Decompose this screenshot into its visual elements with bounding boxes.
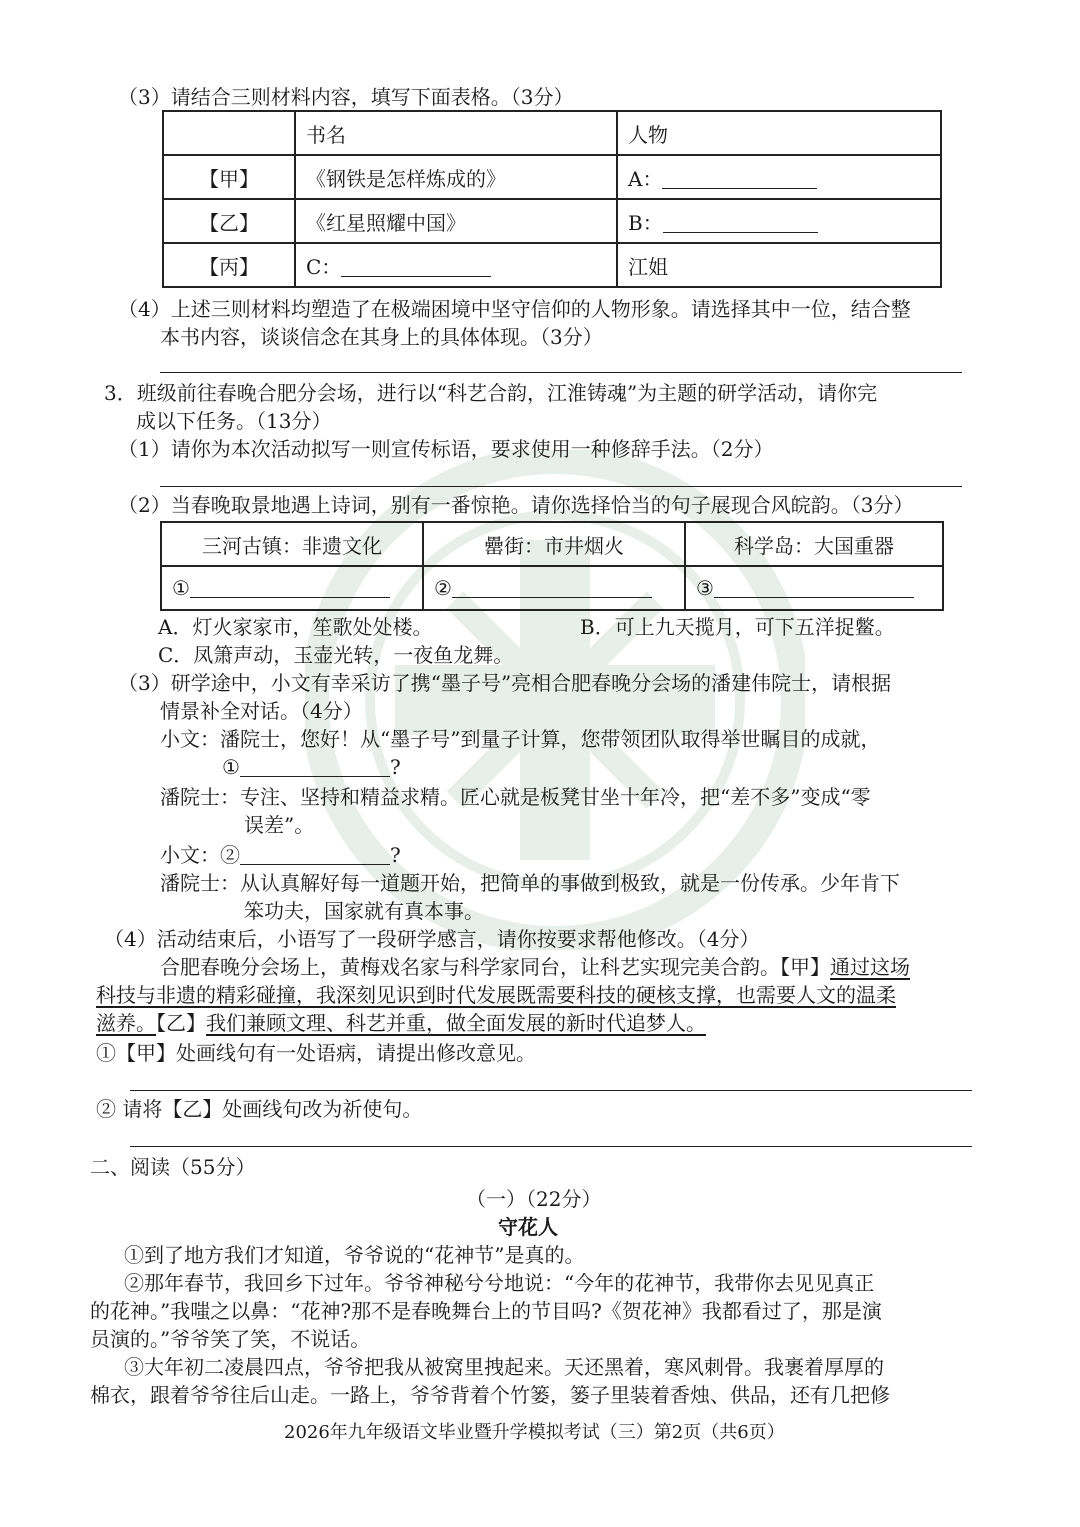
reading-part-title: （一）（22分） — [466, 1187, 602, 1211]
table-header-book: 书名 — [295, 111, 617, 155]
essay-p1: ①到了地方我们才知道，爷爷说的“花神节”是真的。 — [124, 1243, 585, 1267]
mark: ① — [172, 576, 190, 600]
passage-line1 — [160, 954, 910, 980]
answer-blank-c[interactable] — [341, 256, 491, 277]
dialog-pan-1: 潘院士：专注、坚持和精益求精。匠心就是板凳甘坐十年冷，把“差不多”变成“零 — [160, 785, 871, 809]
dialog-xiaowen-2-row — [160, 842, 401, 868]
row-label: 【甲】 — [163, 155, 295, 199]
q3-3-prompt: （3）请结合三则材料内容，填写下面表格。（3分） — [118, 85, 574, 109]
dialog-xiaowen-1-blank-row — [222, 754, 401, 780]
ask-1: ①【甲】处画线句有一处语病，请提出修改意见。 — [96, 1041, 536, 1065]
mark: ③ — [696, 576, 714, 600]
q3-4-line1: （4）上述三则材料均塑造了在极端困境中坚守信仰的人物形象。请选择其中一位，结合整 — [118, 297, 911, 321]
answer-blank-a[interactable] — [662, 168, 817, 189]
row-label: 【丙】 — [163, 243, 295, 287]
table2-answer-cell — [685, 566, 943, 610]
q3-line1: 3．班级前往春晚合肥分会场，进行以“科艺合韵，江淮铸魂”为主题的研学活动，请你完 — [104, 381, 878, 405]
answer-line-q3-4[interactable] — [160, 372, 962, 373]
book-c-label: C： — [306, 254, 342, 279]
answer-blank-2[interactable] — [452, 577, 652, 598]
option-a: A．灯火家家市，笙歌处处楼。 — [158, 615, 433, 639]
answer-line-ask-2[interactable] — [130, 1146, 972, 1147]
essay-p2a: ②那年春节，我回乡下过年。爷爷神秘兮兮地说：“今年的花神节，我带你去见见真正 — [124, 1271, 875, 1295]
q3-sub2: （2）当春晚取景地遇上诗词，别有一番惊艳。请你选择恰当的句子展现合风皖韵。（3分） — [118, 493, 914, 517]
answer-blank-3[interactable] — [714, 577, 914, 598]
q3-4-line2: 本书内容，谈谈信念在其身上的具体体现。（3分） — [160, 325, 603, 349]
dialog-pan-1-cont: 误差”。 — [244, 813, 315, 837]
answer-blank-dialog-1[interactable] — [240, 756, 390, 777]
mark: ① — [222, 755, 240, 779]
passage-line3 — [96, 1010, 706, 1036]
book-person-table — [162, 110, 942, 288]
q3-sub4: （4）活动结束后，小语写了一段研学感言，请你按要求帮他修改。（4分） — [104, 927, 760, 951]
table2-answer-cell — [423, 566, 685, 610]
row-person-cell — [617, 155, 941, 199]
essay-p3a: ③大年初二凌晨四点，爷爷把我从被窝里拽起来。天还黑着，寒风刺骨。我裹着厚厚的 — [124, 1355, 884, 1379]
question-mark: ? — [390, 843, 401, 867]
dialog-pan-2-cont: 笨功夫，国家就有真本事。 — [244, 899, 484, 923]
section-reading: 二、阅读（55分） — [90, 1155, 256, 1179]
page-footer: 2026年九年级语文毕业暨升学模拟考试（三）第2页（共6页） — [284, 1422, 785, 1443]
row-book: 《钢铁是怎样炼成的》 — [295, 155, 617, 199]
row-book-cell — [295, 243, 617, 287]
essay-title: 守花人 — [498, 1215, 558, 1239]
underlined-sentence-jia: 通过这场 — [830, 955, 910, 979]
row-person: 江姐 — [617, 243, 941, 287]
mark: ② — [434, 576, 452, 600]
person-a-label: A： — [628, 166, 663, 191]
row-label: 【乙】 — [163, 199, 295, 243]
passage-text: 合肥春晚分会场上，黄梅戏名家与科学家同台，让科艺实现完美合韵。【甲】 — [160, 955, 830, 979]
essay-p3b: 棉衣，跟着爷爷往后山走。一路上，爷爷背着个竹篓，篓子里装着香烛、供品，还有几把修 — [90, 1383, 890, 1407]
essay-p2b: 的花神。”我嗤之以鼻：“花神?那不是春晚舞台上的节目吗?《贺花神》我都看过了，那是演 — [90, 1299, 882, 1323]
table2-header: 罍街：市井烟火 — [423, 522, 685, 566]
dialog-xiaowen-1: 小文：潘院士，您好！从“墨子号”到量子计算，您带领团队取得举世瞩目的成就， — [160, 727, 881, 751]
ask-2: ② 请将【乙】处画线句改为祈使句。 — [96, 1097, 423, 1121]
dialog-xiaowen-2-label: 小文：② — [160, 843, 240, 867]
marker-yi: 【乙】 — [156, 1011, 206, 1035]
answer-blank-b[interactable] — [663, 212, 818, 233]
essay-p2c: 员演的。”爷爷笑了笑，不说话。 — [90, 1327, 371, 1351]
table-header-person: 人物 — [617, 111, 941, 155]
row-person-cell — [617, 199, 941, 243]
option-c: C．凤箫声动，玉壶光转，一夜鱼龙舞。 — [158, 643, 514, 667]
option-b: B．可上九天揽月，可下五洋捉鳖。 — [580, 615, 895, 639]
q3-line2: 成以下任务。（13分） — [136, 409, 332, 433]
answer-line-ask-1[interactable] — [130, 1090, 972, 1091]
answer-line-slogan[interactable] — [160, 486, 962, 487]
table-header-empty — [163, 111, 295, 155]
table2-answer-cell — [161, 566, 423, 610]
table2-header: 三河古镇：非遗文化 — [161, 522, 423, 566]
dialog-pan-2: 潘院士：从认真解好每一道题开始，把简单的事做到极致，就是一份传承。少年肯下 — [160, 871, 900, 895]
q3-sub3-line1: （3）研学途中，小文有幸采访了携“墨子号”亮相合肥春晚分会场的潘建伟院士，请根据 — [118, 671, 892, 695]
table2-header: 科学岛：大国重器 — [685, 522, 943, 566]
answer-blank-1[interactable] — [190, 577, 390, 598]
q3-sub1: （1）请你为本次活动拟写一则宣传标语，要求使用一种修辞手法。（2分） — [118, 437, 774, 461]
answer-blank-dialog-2[interactable] — [240, 844, 390, 865]
row-book: 《红星照耀中国》 — [295, 199, 617, 243]
poem-match-table — [160, 521, 944, 611]
underlined-sentence-jia-cont: 科技与非遗的精彩碰撞，我深刻见识到时代发展既需要科技的硬核支撑，也需要人文的温柔 — [96, 983, 896, 1007]
question-mark: ? — [389, 755, 401, 779]
underlined-sentence-jia-end: 滋养。 — [96, 1011, 156, 1035]
underlined-sentence-yi: 我们兼顾文理、科艺并重，做全面发展的新时代追梦人。 — [206, 1011, 706, 1035]
q3-sub3-line2: 情景补全对话。（4分） — [160, 699, 363, 723]
person-b-label: B： — [628, 210, 663, 235]
